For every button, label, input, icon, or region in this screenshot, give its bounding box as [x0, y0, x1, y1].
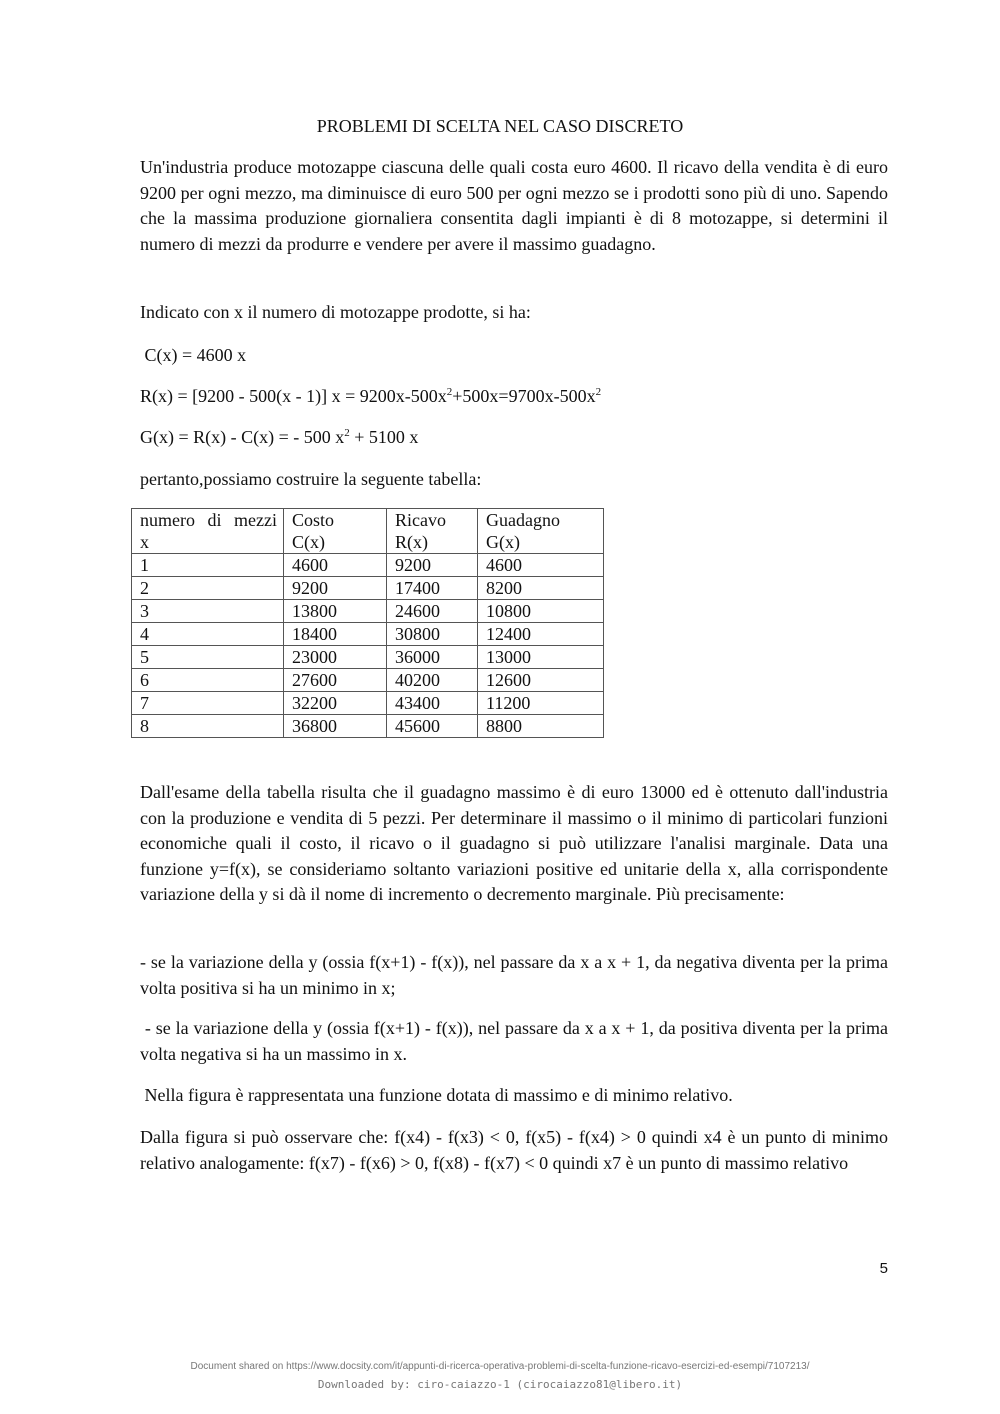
table-row — [132, 692, 604, 715]
table-cell: 6 — [132, 669, 284, 692]
table-cell: 18400 — [284, 623, 387, 646]
footer-downloaded-note: Downloaded by: ciro-caiazzo-1 (cirocaiazzo81@libero.it) — [317, 1378, 683, 1391]
revenue-exponent-2: 2 — [595, 386, 602, 398]
table-cell: 23000 — [284, 646, 387, 669]
header-line1: Ricavo — [395, 510, 446, 530]
page-title: PROBLEMI DI SCELTA NEL CASO DISCRETO — [316, 116, 684, 136]
table-header-cell — [284, 509, 387, 554]
table-row — [132, 554, 604, 577]
table-cell: 4600 — [478, 554, 604, 577]
table-cell: 24600 — [387, 600, 478, 623]
table-cell: 40200 — [387, 669, 478, 692]
table-row — [132, 669, 604, 692]
results-table — [131, 508, 604, 738]
pertanto-paragraph: pertanto,possiamo costruire la seguente tabella: — [140, 469, 482, 489]
table-cell: 1 — [132, 554, 284, 577]
header-line2: G(x) — [486, 532, 520, 552]
table-cell: 9200 — [284, 577, 387, 600]
minimum-rule: - se la variazione della y (ossia f(x+1) - f(x)), nel passare da x a x + 1, da negativa diventa per la prima volta positiva si ha un minimo in x; — [140, 952, 888, 998]
header-line1: Costo — [292, 510, 335, 530]
table-cell: 7 — [132, 692, 284, 715]
table-cell: 8200 — [478, 577, 604, 600]
table-cell: 13000 — [478, 646, 604, 669]
table-cell: 43400 — [387, 692, 478, 715]
table-row — [132, 600, 604, 623]
table-cell: 8800 — [478, 715, 604, 738]
table-cell: 4600 — [284, 554, 387, 577]
page-number: 5 — [879, 1260, 888, 1277]
cost-formula — [140, 344, 246, 366]
header-line2: x — [140, 532, 149, 552]
table-cell: 27600 — [284, 669, 387, 692]
revenue-exponent-1: 2 — [446, 386, 453, 398]
table-cell: 45600 — [387, 715, 478, 738]
table-header-cell — [387, 509, 478, 554]
table-cell: 3 — [132, 600, 284, 623]
header-line1: Guadagno — [486, 510, 560, 530]
profit-formula-part1: G(x) = R(x) - C(x) = - 500 x — [140, 427, 345, 447]
table-cell: 8 — [132, 715, 284, 738]
footer-shared-note: Document shared on https://www.docsity.com/it/appunti-di-ricerca-operativa-problemi-di-scelta-funzione-ricavo-esercizi-ed-esempi/7107213/ — [190, 1361, 810, 1372]
table-cell: 36000 — [387, 646, 478, 669]
table-cell: 12400 — [478, 623, 604, 646]
table-cell: 36800 — [284, 715, 387, 738]
table-header-cell — [478, 509, 604, 554]
table-cell: 10800 — [478, 600, 604, 623]
maximum-rule: - se la variazione della y (ossia f(x+1) - f(x)), nel passare da x a x + 1, da positiva diventa per la prima volta negativa si ha un massimo in x. — [140, 1018, 893, 1064]
header-line2: C(x) — [292, 532, 325, 552]
cost-formula-text: C(x) = 4600 x — [140, 345, 247, 365]
table-cell: 12600 — [478, 669, 604, 692]
table-cell: 30800 — [387, 623, 478, 646]
table-cell: 5 — [132, 646, 284, 669]
profit-formula — [140, 426, 418, 448]
table-header-row — [132, 509, 604, 554]
table-row — [132, 646, 604, 669]
intro-paragraph: Un'industria produce motozappe ciascuna delle quali costa euro 4600. Il ricavo della vendita è di euro 9200 per ogni mezzo, ma diminuisce di euro 500 per ogni mezzo se i prodotti sono più di uno. Sapendo che la massima produzione giornaliera consentita dagli impianti è di 8 motozappe, si determini il numero di mezzi da produrre e vendere per avere il massimo guadagno. — [140, 157, 888, 254]
table-row — [132, 623, 604, 646]
table-header-cell — [132, 509, 284, 554]
figure-note: Nella figura è rappresentata una funzione dotata di massimo e di minimo relativo. — [140, 1085, 733, 1105]
indicato-paragraph: Indicato con x il numero di motozappe prodotte, si ha: — [140, 302, 531, 322]
header-line2: R(x) — [395, 532, 428, 552]
table-body — [132, 554, 604, 738]
table-row — [132, 577, 604, 600]
profit-formula-part2: + 5100 x — [349, 427, 419, 447]
table-cell: 13800 — [284, 600, 387, 623]
table-cell: 2 — [132, 577, 284, 600]
conclusion-paragraph: Dalla figura si può osservare che: f(x4) - f(x3) < 0, f(x5) - f(x4) > 0 quindi x4 è un punto di minimo relativo analogamente: f(x7) - f(x6) > 0, f(x8) - f(x7) < 0 quindi x7 è un punto di massimo relativo — [140, 1127, 888, 1173]
revenue-formula-part1: R(x) = [9200 - 500(x - 1)] x = 9200x-500x — [140, 386, 447, 406]
table-cell: 11200 — [478, 692, 604, 715]
analysis-paragraph: Dall'esame della tabella risulta che il guadagno massimo è di euro 13000 ed è ottenuto dall'industria con la produzione e vendita di 5 pezzi. Per determinare il massimo o il minimo di particolari funzioni economiche quali il costo, il ricavo o il guadagno si può utilizzare l'analisi marginale. Data una funzione y=f(x), se consideriamo soltanto variazioni positive ed unitarie della x, alla corrispondente variazione della y si dà il nome di incremento o decremento marginale. Più precisamente: — [140, 782, 888, 904]
table-cell: 9200 — [387, 554, 478, 577]
revenue-formula — [140, 385, 601, 407]
table-cell: 17400 — [387, 577, 478, 600]
profit-exponent: 2 — [344, 427, 350, 439]
revenue-formula-part2: +500x=9700x-500x — [452, 386, 596, 406]
table-cell: 32200 — [284, 692, 387, 715]
table-row — [132, 715, 604, 738]
table-cell: 4 — [132, 623, 284, 646]
header-line1: numero di mezzi — [140, 510, 277, 530]
